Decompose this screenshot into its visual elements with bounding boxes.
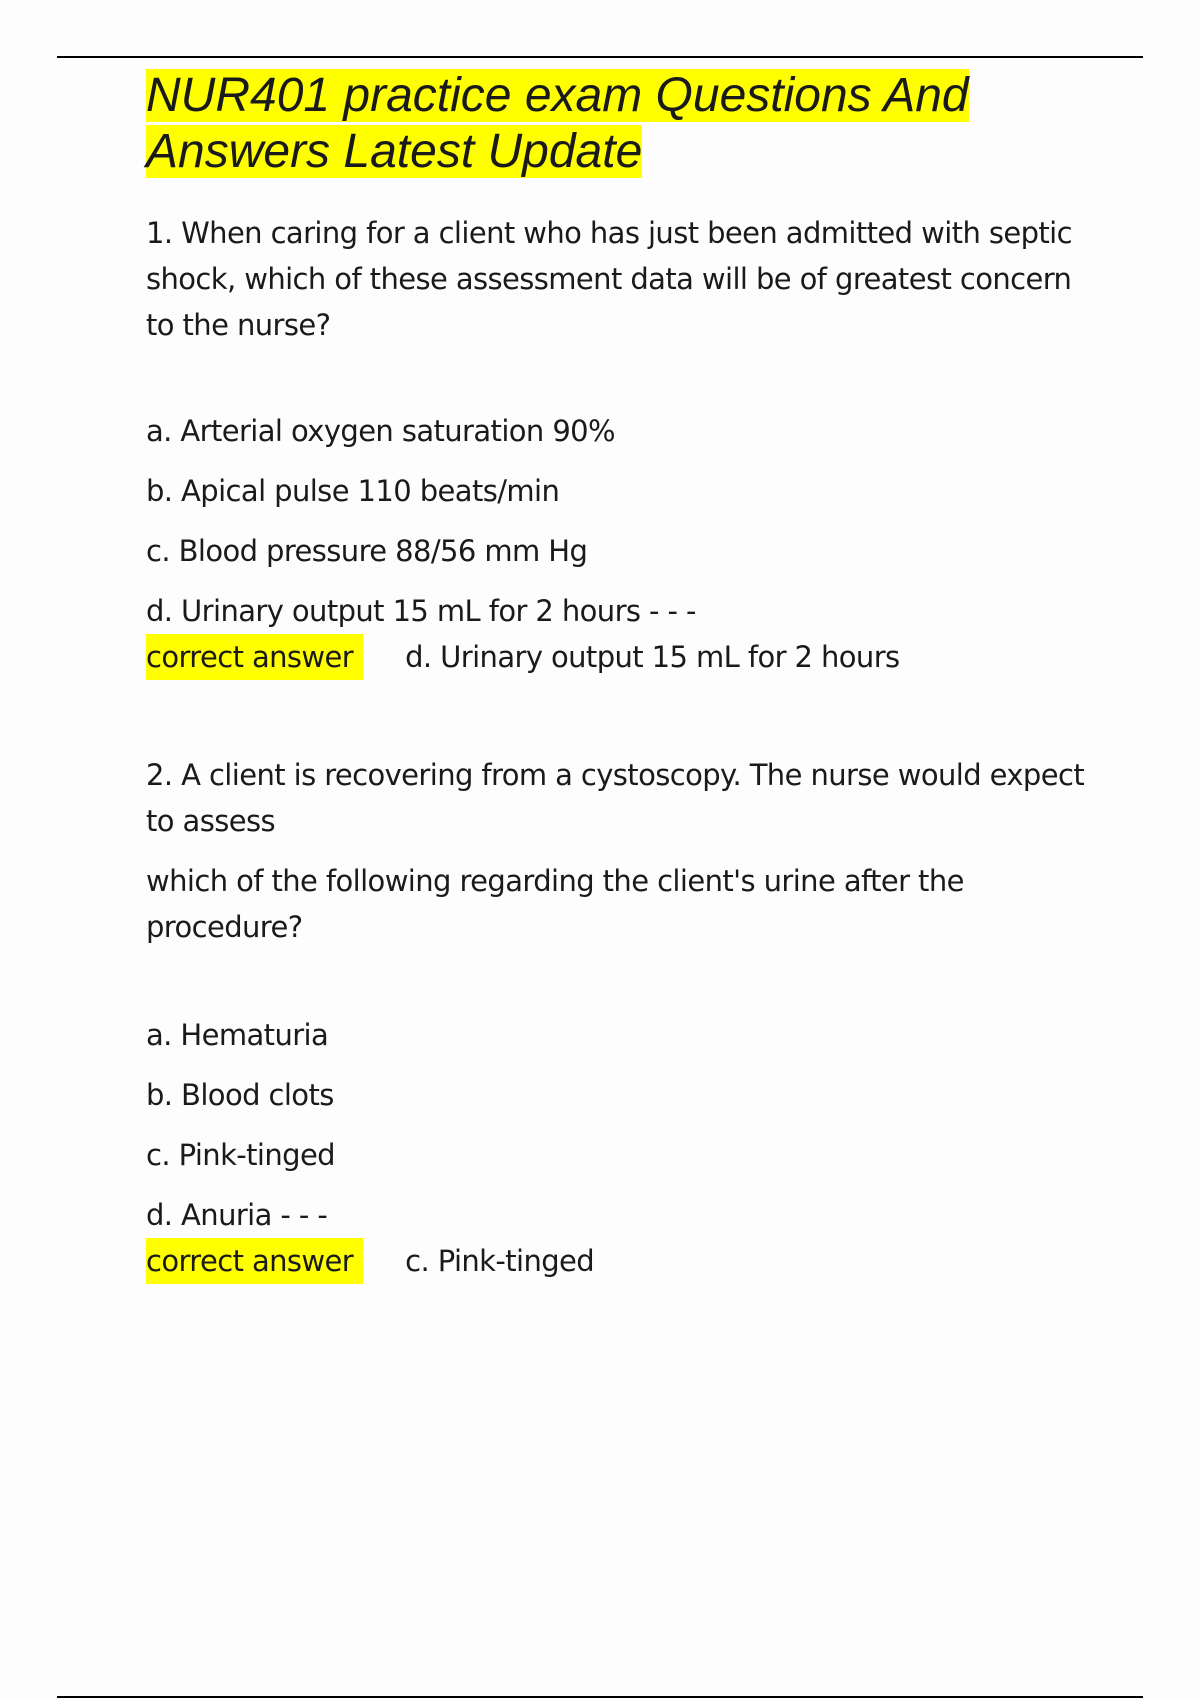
correct-answer-label: correct answer (146, 1238, 363, 1284)
question-1-prompt: 1. When caring for a client who has just been admitted with septic shock, which of these assessment data will be of greatest concern to the nurse? (146, 216, 1072, 342)
question-1-answer (146, 634, 1086, 680)
correct-answer-value: c. Pink-tinged (405, 1244, 595, 1278)
question-2-prompt: 2. A client is recovering from a cystoscopy. The nurse would expect to assess (146, 758, 1085, 838)
correct-answer-label: correct answer (146, 634, 363, 680)
question-2-answer (146, 1238, 1086, 1284)
question-1-option-b: b. Apical pulse 110 beats/min (146, 474, 560, 508)
question-2-option-d: d. Anuria - - - (146, 1198, 328, 1232)
question-1-option-a: a. Arterial oxygen saturation 90% (146, 414, 615, 448)
question-1-option-d: d. Urinary output 15 mL for 2 hours - - - (146, 594, 696, 628)
question-2-option-a: a. Hematuria (146, 1018, 329, 1052)
question-2-prompt-continued: which of the following regarding the client's urine after the procedure? (146, 864, 964, 944)
question-2-option-c: c. Pink-tinged (146, 1138, 335, 1172)
document-body (146, 68, 1086, 1284)
top-rule (57, 56, 1143, 58)
document-title (146, 68, 1086, 180)
bottom-rule (57, 1696, 1143, 1698)
question-1-option-c: c. Blood pressure 88/56 mm Hg (146, 534, 588, 568)
correct-answer-value: d. Urinary output 15 mL for 2 hours (405, 640, 900, 674)
question-2-option-b: b. Blood clots (146, 1078, 334, 1112)
title-highlight: NUR401 practice exam Questions And Answers Latest Update (146, 69, 969, 178)
